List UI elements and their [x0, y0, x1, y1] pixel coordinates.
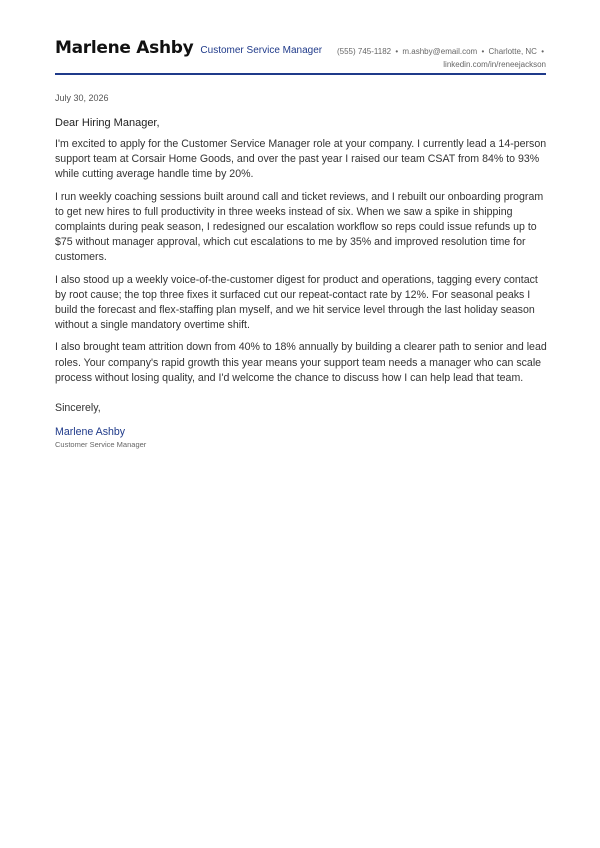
salutation: Dear Hiring Manager,	[55, 117, 160, 129]
contact-line-2	[337, 58, 546, 71]
header-divider	[55, 73, 546, 75]
body-paragraph-3: I also stood up a weekly voice-of-the-customer digest for product and operations, tagging every contact by root cause; the top three fixes it surfaced cut our repeat-contact rate by 12%. For seasonal peaks I build the forecast and flex-staffing plan myself, and we hit service level through the last holiday season without a single mandatory overtime shift.	[55, 273, 538, 332]
contact-phone: (555) 745-1182	[336, 47, 392, 56]
contact-separator: •	[481, 47, 485, 56]
body-paragraph-2: I run weekly coaching sessions built around call and ticket reviews, and I rebuilt our onboarding program to get new hires to full productivity in three weeks instead of six. When we saw a spike in shipping complaints during peak season, I redesigned our escalation workflow so reps could issue refunds up to $75 without manager approval, which cut escalations to me by 35% and improved resolution time for customers.	[55, 190, 544, 264]
contact-email[interactable]: m.ashby@email.com	[402, 47, 478, 56]
letter-date: July 30, 2026	[55, 93, 109, 103]
closing: Sincerely,	[55, 402, 101, 415]
applicant-name: Marlene Ashby	[55, 38, 194, 58]
body-paragraph-1: I'm excited to apply for the Customer Service Manager role at your company. I currently lead a 14-person support team at Corsair Home Goods, and over the past year I raised our team CSAT from 84% to 93% while cutting average handle time by 20%.	[55, 138, 547, 181]
signature-name: Marlene Ashby	[55, 426, 126, 439]
applicant-role: Customer Service Manager	[200, 45, 323, 56]
letter-header	[55, 38, 546, 70]
contact-separator: •	[541, 47, 544, 56]
contact-line-1	[337, 45, 546, 58]
body-paragraph-4: I also brought team attrition down from 40% to 18% annually by building a clearer path to senior and lead roles. Your company's rapid growth this year means your support team needs a manager who can scale process without losing quality, and I'd welcome the chance to discuss how I can help lead that team.	[55, 341, 547, 384]
signature-title: Customer Service Manager	[55, 440, 147, 450]
contact-separator: •	[395, 47, 399, 56]
contact-linkedin[interactable]: linkedin.com/in/reneejackson	[443, 60, 546, 69]
contact-info	[337, 38, 546, 71]
name-block	[55, 38, 322, 58]
contact-location: Charlotte, NC	[488, 47, 537, 56]
